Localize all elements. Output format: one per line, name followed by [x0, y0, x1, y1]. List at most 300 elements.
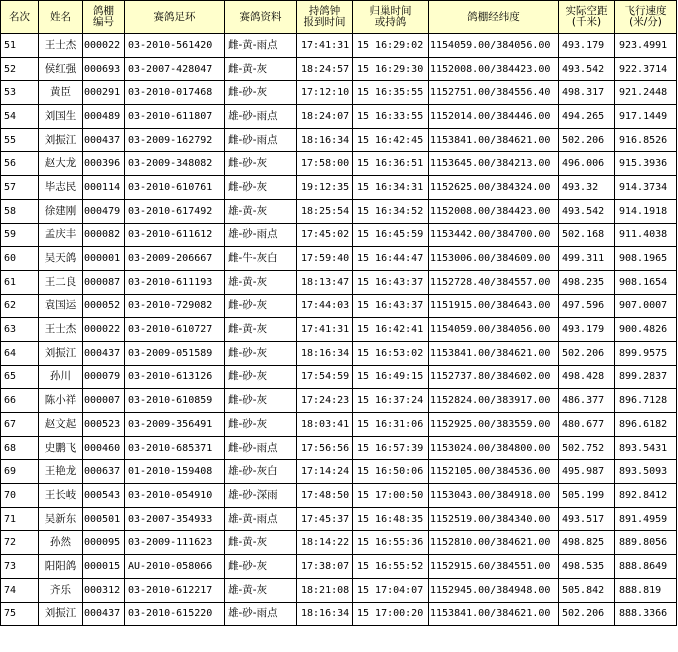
cell-distance-km: 493.542: [559, 57, 615, 81]
cell-distance-km: 493.179: [559, 34, 615, 58]
cell-ring-number: 03-2007-354933: [125, 507, 225, 531]
cell-arrival-time: 15 16:29:30: [353, 57, 429, 81]
cell-distance-km: 493.517: [559, 507, 615, 531]
cell-clock-in-time: 19:12:35: [297, 176, 353, 200]
cell-rank: 66: [1, 389, 39, 413]
table-row: [1, 34, 677, 58]
cell-ring-number: 03-2010-729082: [125, 294, 225, 318]
cell-distance-km: 502.206: [559, 341, 615, 365]
cell-loft-id: 000079: [83, 365, 125, 389]
header-arrival-time: [353, 1, 429, 34]
table-row: [1, 365, 677, 389]
cell-arrival-time: 15 17:04:07: [353, 578, 429, 602]
cell-rank: 75: [1, 602, 39, 626]
cell-speed: 923.4991: [615, 34, 677, 58]
cell-name: 孙川: [39, 365, 83, 389]
cell-ring-number: 03-2010-617492: [125, 199, 225, 223]
cell-pigeon-info: 雌-砂-雨点: [225, 436, 297, 460]
table-row: [1, 578, 677, 602]
cell-rank: 55: [1, 128, 39, 152]
cell-ring-number: 03-2010-611193: [125, 270, 225, 294]
cell-loft-coordinates: 1152014.00/384446.00: [429, 105, 559, 129]
cell-arrival-time: 15 16:42:41: [353, 318, 429, 342]
cell-ring-number: 03-2010-611612: [125, 223, 225, 247]
header-loft-id: [83, 1, 125, 34]
cell-speed: 908.1965: [615, 247, 677, 271]
cell-distance-km: 498.825: [559, 531, 615, 555]
cell-pigeon-info: 雄-黄-灰: [225, 270, 297, 294]
cell-loft-id: 000543: [83, 484, 125, 508]
cell-loft-coordinates: 1153841.00/384621.00: [429, 341, 559, 365]
cell-loft-id: 000095: [83, 531, 125, 555]
cell-distance-km: 499.311: [559, 247, 615, 271]
cell-loft-id: 000015: [83, 555, 125, 579]
header-arrival-time-line: 或持鸽: [374, 16, 407, 28]
cell-name: 吴天鸽: [39, 247, 83, 271]
cell-pigeon-info: 雄-黄-灰: [225, 199, 297, 223]
header-clock-in-time-line: 报到时间: [303, 16, 346, 28]
cell-loft-coordinates: 1154059.00/384056.00: [429, 318, 559, 342]
cell-speed: 893.5093: [615, 460, 677, 484]
table-row: [1, 176, 677, 200]
cell-rank: 71: [1, 507, 39, 531]
cell-pigeon-info: 雌-砂-灰: [225, 152, 297, 176]
cell-loft-id: 000396: [83, 152, 125, 176]
cell-clock-in-time: 17:59:40: [297, 247, 353, 271]
cell-clock-in-time: 17:44:03: [297, 294, 353, 318]
cell-loft-id: 000001: [83, 247, 125, 271]
header-clock-in-time-line: 持鸽钟: [308, 5, 341, 17]
cell-loft-coordinates: 1152824.00/383917.00: [429, 389, 559, 413]
cell-distance-km: 495.987: [559, 460, 615, 484]
cell-ring-number: 03-2010-685371: [125, 436, 225, 460]
cell-speed: 899.2837: [615, 365, 677, 389]
cell-loft-coordinates: 1153024.00/384800.00: [429, 436, 559, 460]
cell-loft-id: 000437: [83, 341, 125, 365]
cell-speed: 914.1918: [615, 199, 677, 223]
header-name-line: 姓名: [50, 10, 71, 23]
table-row: [1, 436, 677, 460]
cell-name: 王士杰: [39, 34, 83, 58]
cell-speed: 914.3734: [615, 176, 677, 200]
cell-distance-km: 480.677: [559, 413, 615, 437]
cell-loft-coordinates: 1152810.00/384621.00: [429, 531, 559, 555]
cell-name: 徐建刚: [39, 199, 83, 223]
table-row: [1, 57, 677, 81]
cell-loft-coordinates: 1152008.00/384423.00: [429, 199, 559, 223]
header-ring-number: [125, 1, 225, 34]
cell-loft-id: 000291: [83, 81, 125, 105]
cell-rank: 53: [1, 81, 39, 105]
cell-ring-number: 03-2009-051589: [125, 341, 225, 365]
cell-speed: 896.6182: [615, 413, 677, 437]
cell-ring-number: 03-2007-428047: [125, 57, 225, 81]
cell-arrival-time: 15 16:35:55: [353, 81, 429, 105]
cell-clock-in-time: 17:45:37: [297, 507, 353, 531]
table-row: [1, 105, 677, 129]
cell-distance-km: 498.535: [559, 555, 615, 579]
cell-rank: 67: [1, 413, 39, 437]
cell-loft-id: 000087: [83, 270, 125, 294]
header-loft-id-line: 鸽棚: [93, 5, 114, 17]
cell-clock-in-time: 18:16:34: [297, 602, 353, 626]
cell-loft-id: 000637: [83, 460, 125, 484]
cell-clock-in-time: 17:14:24: [297, 460, 353, 484]
cell-loft-id: 000693: [83, 57, 125, 81]
cell-arrival-time: 15 16:44:47: [353, 247, 429, 271]
cell-clock-in-time: 17:56:56: [297, 436, 353, 460]
cell-name: 孙然: [39, 531, 83, 555]
cell-loft-coordinates: 1152925.00/383559.00: [429, 413, 559, 437]
cell-arrival-time: 15 16:43:37: [353, 294, 429, 318]
cell-arrival-time: 15 16:49:15: [353, 365, 429, 389]
cell-arrival-time: 15 16:43:37: [353, 270, 429, 294]
cell-pigeon-info: 雄-砂-雨点: [225, 105, 297, 129]
cell-ring-number: 03-2010-610761: [125, 176, 225, 200]
header-distance-km-line: 实际空距: [565, 5, 608, 17]
cell-clock-in-time: 17:45:02: [297, 223, 353, 247]
cell-arrival-time: 15 17:00:20: [353, 602, 429, 626]
cell-loft-coordinates: 1152728.40/384557.00: [429, 270, 559, 294]
cell-rank: 64: [1, 341, 39, 365]
cell-rank: 51: [1, 34, 39, 58]
cell-speed: 888.8649: [615, 555, 677, 579]
cell-clock-in-time: 18:21:08: [297, 578, 353, 602]
cell-speed: 922.3714: [615, 57, 677, 81]
cell-name: 侯红强: [39, 57, 83, 81]
cell-pigeon-info: 雌-砂-灰: [225, 341, 297, 365]
cell-loft-coordinates: 1152945.00/384948.00: [429, 578, 559, 602]
cell-speed: 900.4826: [615, 318, 677, 342]
cell-speed: 907.0007: [615, 294, 677, 318]
header-rank-line: 名次: [9, 10, 30, 23]
cell-ring-number: 03-2009-111623: [125, 531, 225, 555]
table-row: [1, 223, 677, 247]
cell-clock-in-time: 17:41:31: [297, 34, 353, 58]
cell-clock-in-time: 18:13:47: [297, 270, 353, 294]
cell-pigeon-info: 雌-砂-灰: [225, 413, 297, 437]
cell-loft-coordinates: 1153841.00/384621.00: [429, 602, 559, 626]
cell-distance-km: 502.168: [559, 223, 615, 247]
cell-arrival-time: 15 16:36:51: [353, 152, 429, 176]
table-row: [1, 555, 677, 579]
cell-ring-number: 03-2009-162792: [125, 128, 225, 152]
cell-pigeon-info: 雌-黄-灰: [225, 531, 297, 555]
cell-rank: 69: [1, 460, 39, 484]
header-pigeon-info-line: 赛鸽资料: [239, 10, 282, 23]
cell-arrival-time: 15 16:31:06: [353, 413, 429, 437]
cell-arrival-time: 15 16:57:39: [353, 436, 429, 460]
cell-arrival-time: 15 16:37:24: [353, 389, 429, 413]
cell-loft-id: 000489: [83, 105, 125, 129]
cell-loft-id: 000460: [83, 436, 125, 460]
cell-loft-coordinates: 1152737.80/384602.00: [429, 365, 559, 389]
table-row: [1, 294, 677, 318]
cell-arrival-time: 15 16:34:52: [353, 199, 429, 223]
cell-speed: 892.8412: [615, 484, 677, 508]
table-row: [1, 602, 677, 626]
cell-arrival-time: 15 16:55:52: [353, 555, 429, 579]
table-row: [1, 81, 677, 105]
cell-loft-id: 000523: [83, 413, 125, 437]
cell-name: 刘振江: [39, 128, 83, 152]
cell-rank: 61: [1, 270, 39, 294]
cell-loft-id: 000437: [83, 128, 125, 152]
table-row: [1, 199, 677, 223]
header-arrival-time-line: 归巢时间: [369, 5, 412, 17]
cell-rank: 65: [1, 365, 39, 389]
cell-clock-in-time: 17:41:31: [297, 318, 353, 342]
cell-speed: 911.4038: [615, 223, 677, 247]
cell-rank: 74: [1, 578, 39, 602]
cell-distance-km: 502.206: [559, 602, 615, 626]
cell-pigeon-info: 雌-牛-灰白: [225, 247, 297, 271]
cell-clock-in-time: 17:38:07: [297, 555, 353, 579]
cell-distance-km: 498.317: [559, 81, 615, 105]
cell-name: 王艳龙: [39, 460, 83, 484]
header-speed-line: (米/分): [629, 16, 662, 28]
cell-rank: 52: [1, 57, 39, 81]
cell-clock-in-time: 17:48:50: [297, 484, 353, 508]
cell-name: 孟庆丰: [39, 223, 83, 247]
cell-distance-km: 494.265: [559, 105, 615, 129]
cell-speed: 891.4959: [615, 507, 677, 531]
cell-distance-km: 493.542: [559, 199, 615, 223]
cell-loft-coordinates: 1152751.00/384556.40: [429, 81, 559, 105]
cell-loft-id: 000022: [83, 34, 125, 58]
cell-distance-km: 505.842: [559, 578, 615, 602]
cell-name: 刘振江: [39, 341, 83, 365]
cell-rank: 70: [1, 484, 39, 508]
cell-name: 黄臣: [39, 81, 83, 105]
cell-rank: 56: [1, 152, 39, 176]
cell-speed: 899.9575: [615, 341, 677, 365]
cell-loft-coordinates: 1153442.00/384700.00: [429, 223, 559, 247]
cell-clock-in-time: 18:03:41: [297, 413, 353, 437]
cell-rank: 73: [1, 555, 39, 579]
cell-loft-id: 000082: [83, 223, 125, 247]
header-speed-line: 飞行速度: [624, 5, 667, 17]
cell-rank: 68: [1, 436, 39, 460]
cell-loft-coordinates: 1152519.00/384340.00: [429, 507, 559, 531]
cell-pigeon-info: 雄-黄-雨点: [225, 507, 297, 531]
cell-ring-number: 03-2009-356491: [125, 413, 225, 437]
cell-clock-in-time: 17:24:23: [297, 389, 353, 413]
cell-clock-in-time: 18:14:22: [297, 531, 353, 555]
cell-distance-km: 497.596: [559, 294, 615, 318]
header-rank: [1, 1, 39, 34]
cell-pigeon-info: 雌-黄-雨点: [225, 34, 297, 58]
cell-name: 史鹏飞: [39, 436, 83, 460]
cell-ring-number: 03-2010-561420: [125, 34, 225, 58]
cell-pigeon-info: 雄-砂-深雨: [225, 484, 297, 508]
cell-arrival-time: 15 16:29:02: [353, 34, 429, 58]
cell-name: 刘振江: [39, 602, 83, 626]
cell-clock-in-time: 18:16:34: [297, 341, 353, 365]
cell-pigeon-info: 雄-砂-灰白: [225, 460, 297, 484]
cell-name: 王二良: [39, 270, 83, 294]
cell-loft-coordinates: 1154059.00/384056.00: [429, 34, 559, 58]
cell-name: 毕志民: [39, 176, 83, 200]
cell-speed: 888.3366: [615, 602, 677, 626]
cell-arrival-time: 15 17:00:50: [353, 484, 429, 508]
cell-name: 赵大龙: [39, 152, 83, 176]
cell-loft-coordinates: 1153043.00/384918.00: [429, 484, 559, 508]
cell-arrival-time: 15 16:45:59: [353, 223, 429, 247]
cell-clock-in-time: 18:16:34: [297, 128, 353, 152]
cell-arrival-time: 15 16:55:36: [353, 531, 429, 555]
cell-clock-in-time: 17:54:59: [297, 365, 353, 389]
cell-loft-coordinates: 1151915.00/384643.00: [429, 294, 559, 318]
table-row: [1, 413, 677, 437]
table-row: [1, 507, 677, 531]
cell-ring-number: 03-2010-613126: [125, 365, 225, 389]
table-row: [1, 460, 677, 484]
header-ring-number-line: 赛鸽足环: [153, 10, 196, 23]
cell-arrival-time: 15 16:33:55: [353, 105, 429, 129]
cell-distance-km: 505.199: [559, 484, 615, 508]
cell-distance-km: 498.428: [559, 365, 615, 389]
cell-pigeon-info: 雌-砂-雨点: [225, 128, 297, 152]
cell-distance-km: 493.32: [559, 176, 615, 200]
cell-ring-number: 03-2009-348082: [125, 152, 225, 176]
cell-clock-in-time: 18:24:57: [297, 57, 353, 81]
cell-speed: 917.1449: [615, 105, 677, 129]
cell-rank: 60: [1, 247, 39, 271]
header-loft-coordinates: [429, 1, 559, 34]
cell-loft-coordinates: 1152625.00/384324.00: [429, 176, 559, 200]
cell-ring-number: 03-2010-615220: [125, 602, 225, 626]
cell-pigeon-info: 雄-砂-雨点: [225, 223, 297, 247]
cell-ring-number: 03-2010-054910: [125, 484, 225, 508]
cell-speed: 896.7128: [615, 389, 677, 413]
table-row: [1, 341, 677, 365]
cell-name: 阳阳鸽: [39, 555, 83, 579]
cell-ring-number: 03-2010-610859: [125, 389, 225, 413]
cell-loft-id: 000114: [83, 176, 125, 200]
cell-clock-in-time: 17:58:00: [297, 152, 353, 176]
cell-loft-coordinates: 1153645.00/384213.00: [429, 152, 559, 176]
cell-pigeon-info: 雌-砂-灰: [225, 365, 297, 389]
cell-ring-number: AU-2010-058066: [125, 555, 225, 579]
header-distance-km-line: (千米): [571, 16, 602, 28]
cell-speed: 893.5431: [615, 436, 677, 460]
header-pigeon-info: [225, 1, 297, 34]
table-row: [1, 531, 677, 555]
cell-rank: 54: [1, 105, 39, 129]
table-row: [1, 389, 677, 413]
table-row: [1, 270, 677, 294]
cell-clock-in-time: 18:25:54: [297, 199, 353, 223]
cell-loft-id: 000022: [83, 318, 125, 342]
cell-name: 齐乐: [39, 578, 83, 602]
cell-loft-coordinates: 1153006.00/384609.00: [429, 247, 559, 271]
cell-pigeon-info: 雌-黄-灰: [225, 57, 297, 81]
cell-speed: 921.2448: [615, 81, 677, 105]
table-row: [1, 318, 677, 342]
cell-rank: 59: [1, 223, 39, 247]
header-row: [1, 1, 677, 34]
cell-rank: 72: [1, 531, 39, 555]
table-body: [1, 34, 677, 626]
cell-arrival-time: 15 16:53:02: [353, 341, 429, 365]
header-clock-in-time: [297, 1, 353, 34]
cell-rank: 57: [1, 176, 39, 200]
header-loft-id-line: 编号: [93, 16, 114, 28]
cell-speed: 916.8526: [615, 128, 677, 152]
cell-distance-km: 502.206: [559, 128, 615, 152]
cell-pigeon-info: 雌-黄-灰: [225, 318, 297, 342]
cell-arrival-time: 15 16:48:35: [353, 507, 429, 531]
cell-loft-id: 000479: [83, 199, 125, 223]
cell-distance-km: 498.235: [559, 270, 615, 294]
cell-name: 吴新东: [39, 507, 83, 531]
cell-rank: 63: [1, 318, 39, 342]
header-loft-coordinates-line: 鸽棚经纬度: [467, 10, 520, 23]
cell-loft-coordinates: 1152105.00/384536.00: [429, 460, 559, 484]
cell-ring-number: 03-2010-610727: [125, 318, 225, 342]
cell-pigeon-info: 雌-砂-灰: [225, 176, 297, 200]
cell-pigeon-info: 雄-砂-雨点: [225, 602, 297, 626]
cell-clock-in-time: 17:12:10: [297, 81, 353, 105]
cell-speed: 888.819: [615, 578, 677, 602]
cell-ring-number: 03-2010-612217: [125, 578, 225, 602]
cell-distance-km: 502.752: [559, 436, 615, 460]
cell-distance-km: 493.179: [559, 318, 615, 342]
cell-rank: 58: [1, 199, 39, 223]
cell-name: 陈小祥: [39, 389, 83, 413]
cell-loft-id: 000437: [83, 602, 125, 626]
cell-name: 刘国生: [39, 105, 83, 129]
cell-speed: 915.3936: [615, 152, 677, 176]
cell-pigeon-info: 雌-砂-灰: [225, 389, 297, 413]
cell-arrival-time: 15 16:50:06: [353, 460, 429, 484]
header-name: [39, 1, 83, 34]
header-speed: [615, 1, 677, 34]
cell-ring-number: 01-2010-159408: [125, 460, 225, 484]
cell-loft-id: 000007: [83, 389, 125, 413]
cell-distance-km: 496.006: [559, 152, 615, 176]
cell-rank: 62: [1, 294, 39, 318]
cell-loft-id: 000052: [83, 294, 125, 318]
table-row: [1, 128, 677, 152]
cell-pigeon-info: 雌-砂-灰: [225, 555, 297, 579]
cell-arrival-time: 15 16:34:31: [353, 176, 429, 200]
cell-distance-km: 486.377: [559, 389, 615, 413]
cell-name: 王士杰: [39, 318, 83, 342]
cell-name: 袁国运: [39, 294, 83, 318]
cell-speed: 908.1654: [615, 270, 677, 294]
cell-name: 王长岐: [39, 484, 83, 508]
cell-ring-number: 03-2009-206667: [125, 247, 225, 271]
cell-ring-number: 03-2010-017468: [125, 81, 225, 105]
cell-loft-id: 000312: [83, 578, 125, 602]
cell-pigeon-info: 雌-砂-灰: [225, 81, 297, 105]
table-row: [1, 484, 677, 508]
cell-pigeon-info: 雌-砂-灰: [225, 294, 297, 318]
cell-loft-coordinates: 1153841.00/384621.00: [429, 128, 559, 152]
cell-speed: 889.8056: [615, 531, 677, 555]
table-row: [1, 247, 677, 271]
cell-pigeon-info: 雄-黄-灰: [225, 578, 297, 602]
cell-clock-in-time: 18:24:07: [297, 105, 353, 129]
table-row: [1, 152, 677, 176]
cell-name: 赵文起: [39, 413, 83, 437]
cell-ring-number: 03-2010-611807: [125, 105, 225, 129]
cell-arrival-time: 15 16:42:45: [353, 128, 429, 152]
cell-loft-coordinates: 1152008.00/384423.00: [429, 57, 559, 81]
cell-loft-coordinates: 1152915.60/384551.00: [429, 555, 559, 579]
